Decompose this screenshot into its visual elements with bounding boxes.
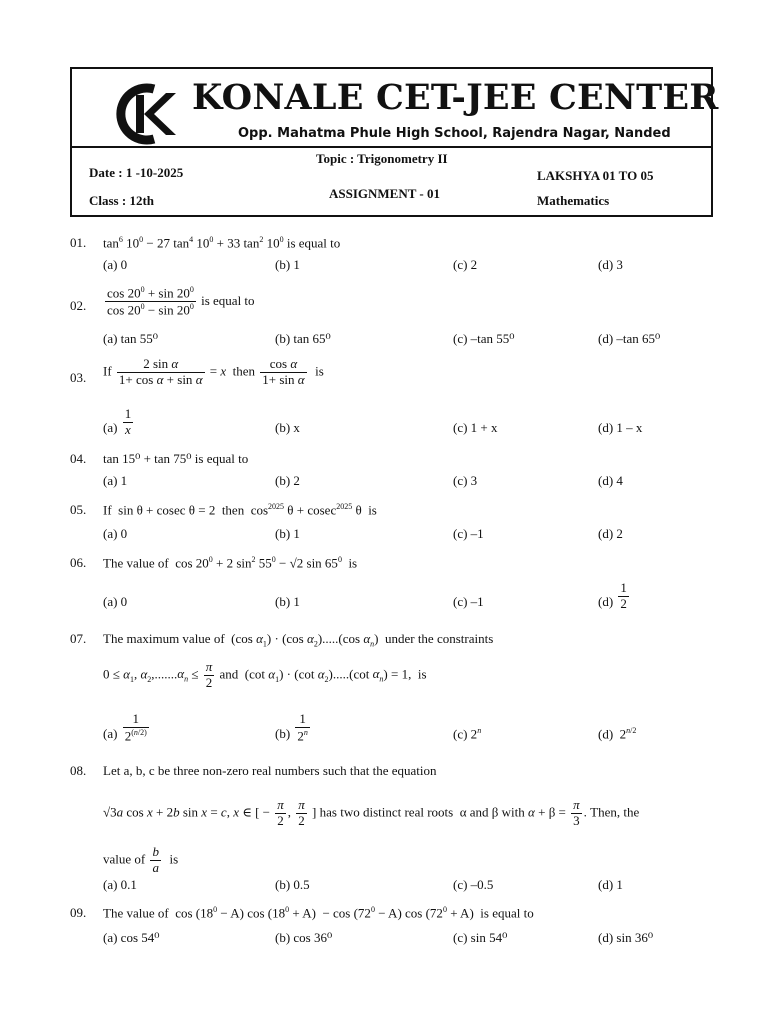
option-d: (d) sin 36⁰: [598, 930, 654, 945]
option-c: (c) 1 + x: [453, 420, 498, 435]
option-b: (b) x: [275, 420, 300, 435]
question-stem: value of $\frac{b}{a}$ is: [103, 844, 179, 875]
option-b: (b) cos 36⁰: [275, 930, 333, 945]
question-stem: If sin θ + cosec θ = 2 then $\cos^{2025} \theta + cosec^{2025}$ θ is: [103, 502, 377, 518]
date: Date : 1 -10-2025: [89, 165, 184, 180]
question-stem: tan 15⁰ + tan 75⁰ is equal to: [103, 451, 249, 466]
option-c: (c) –1: [453, 594, 484, 609]
option-b: (b) 1: [275, 257, 300, 272]
question-stem: √3a cos x + 2b sin x = c, x ∈ [ − $\frac{\pi}{2}$ , $\frac{\pi}{2}$ ] has two distinct real roots α and β with α + β = $\frac{\pi}{3}$ . Then, the: [103, 797, 640, 828]
option-c: (c) –tan 55⁰: [453, 331, 515, 346]
option-a: (a) 0: [103, 257, 128, 272]
option-a: (a) $\frac{1}{2^{(n/2)}}$: [103, 711, 147, 744]
question-stem: If $\frac{\text{2 sin α}}{\text{1+ cos α + sin α}}$ = x then $\frac{\text{cos α}}{\text{1+ sin α}}$ is: [103, 356, 324, 387]
option-c: (c) sin 54⁰: [453, 930, 508, 945]
option-d: (d) –tan 65⁰: [598, 331, 661, 346]
class: Class : 12th: [89, 193, 155, 208]
option-c: (c) 3: [453, 473, 478, 488]
brand-title: KONALE CET-JEE CENTER: [192, 77, 719, 118]
option-b: (b) 2: [275, 473, 300, 488]
option-a: (a) $\frac{1}{x}$: [103, 405, 132, 437]
divider: [72, 146, 711, 148]
question-stem: Let a, b, c be three non-zero real numbers such that the equation: [103, 763, 437, 778]
option-a: (a) 0: [103, 526, 128, 541]
option-b: (b) 1: [275, 526, 300, 541]
question-stem: The value of $\cos (18^0 - A)$ $\cos (18^0 + A) - \cos (72^0 - A)$ $\cos (72^0 + A)$ is equal to: [103, 905, 534, 921]
lakshya: LAKSHYA 01 TO 05: [537, 168, 654, 183]
option-b: (b) 0.5: [275, 877, 310, 892]
option-a: (a) 0: [103, 594, 128, 609]
option-d: (d) 3: [598, 257, 623, 272]
option-c: (c) –1: [453, 526, 484, 541]
logo-icon: [114, 81, 180, 147]
address: Opp. Mahatma Phule High School, Rajendra Nagar, Nanded: [238, 126, 671, 141]
question-stem: The maximum value of (cos $\alpha_1) \cdot (\cos$ $\alpha_2).....(\cos$ $\alpha_n$) under the constraints: [103, 631, 494, 649]
option-c: (c) 2: [453, 257, 478, 272]
option-a: (a) tan 55⁰: [103, 331, 159, 346]
option-c: (c) –0.5: [453, 877, 494, 892]
option-a: (a) 0.1: [103, 877, 137, 892]
option-c: (c) 2$^n$: [453, 726, 482, 742]
question-stem: $0 \le \alpha_1$, $\alpha_2,.......\alpha_n$ ≤ $\frac{\pi}{2}$ and (cot $\alpha_1) \cdot (\cot$ $\alpha_2).....(\cot$ $\alpha_n) = 1$, is: [103, 659, 427, 690]
option-d: (d) 1: [598, 877, 623, 892]
assignment: ASSIGNMENT - 01: [329, 186, 441, 201]
option-b: (b) tan 65⁰: [275, 331, 331, 346]
option-a: (a) cos 54⁰: [103, 930, 160, 945]
option-d: (d) 2: [598, 526, 623, 541]
option-b: (b) 1: [275, 594, 300, 609]
header-box: [70, 67, 719, 217]
option-d: (d) $2^{n/2}$: [598, 726, 637, 742]
subject: Mathematics: [537, 193, 610, 208]
question-stem: $\tan^6 10^0 - 27$ $\tan^4 10^0 + 33$ $\tan^2 10^0$ is equal to: [103, 235, 341, 251]
option-d: (d) 4: [598, 473, 623, 488]
question-stem: The value of $\cos 20^0 + 2$ $\sin^2 55^0 - √2$ $\sin 65^0$ is: [103, 555, 358, 571]
option-a: (a) 1: [103, 473, 128, 488]
option-d: (d) $\frac{1}{2}$: [598, 579, 627, 611]
topic: Topic : Trigonometry II: [316, 151, 448, 166]
question-stem: $\frac{\cos 20^0 + \sin 20^0}{\cos 20^0 - \sin 20^0}$ is equal to: [107, 285, 255, 318]
option-d: (d) 1 – x: [598, 420, 643, 435]
option-b: (b) $\frac{1}{2^n}$: [275, 711, 308, 744]
